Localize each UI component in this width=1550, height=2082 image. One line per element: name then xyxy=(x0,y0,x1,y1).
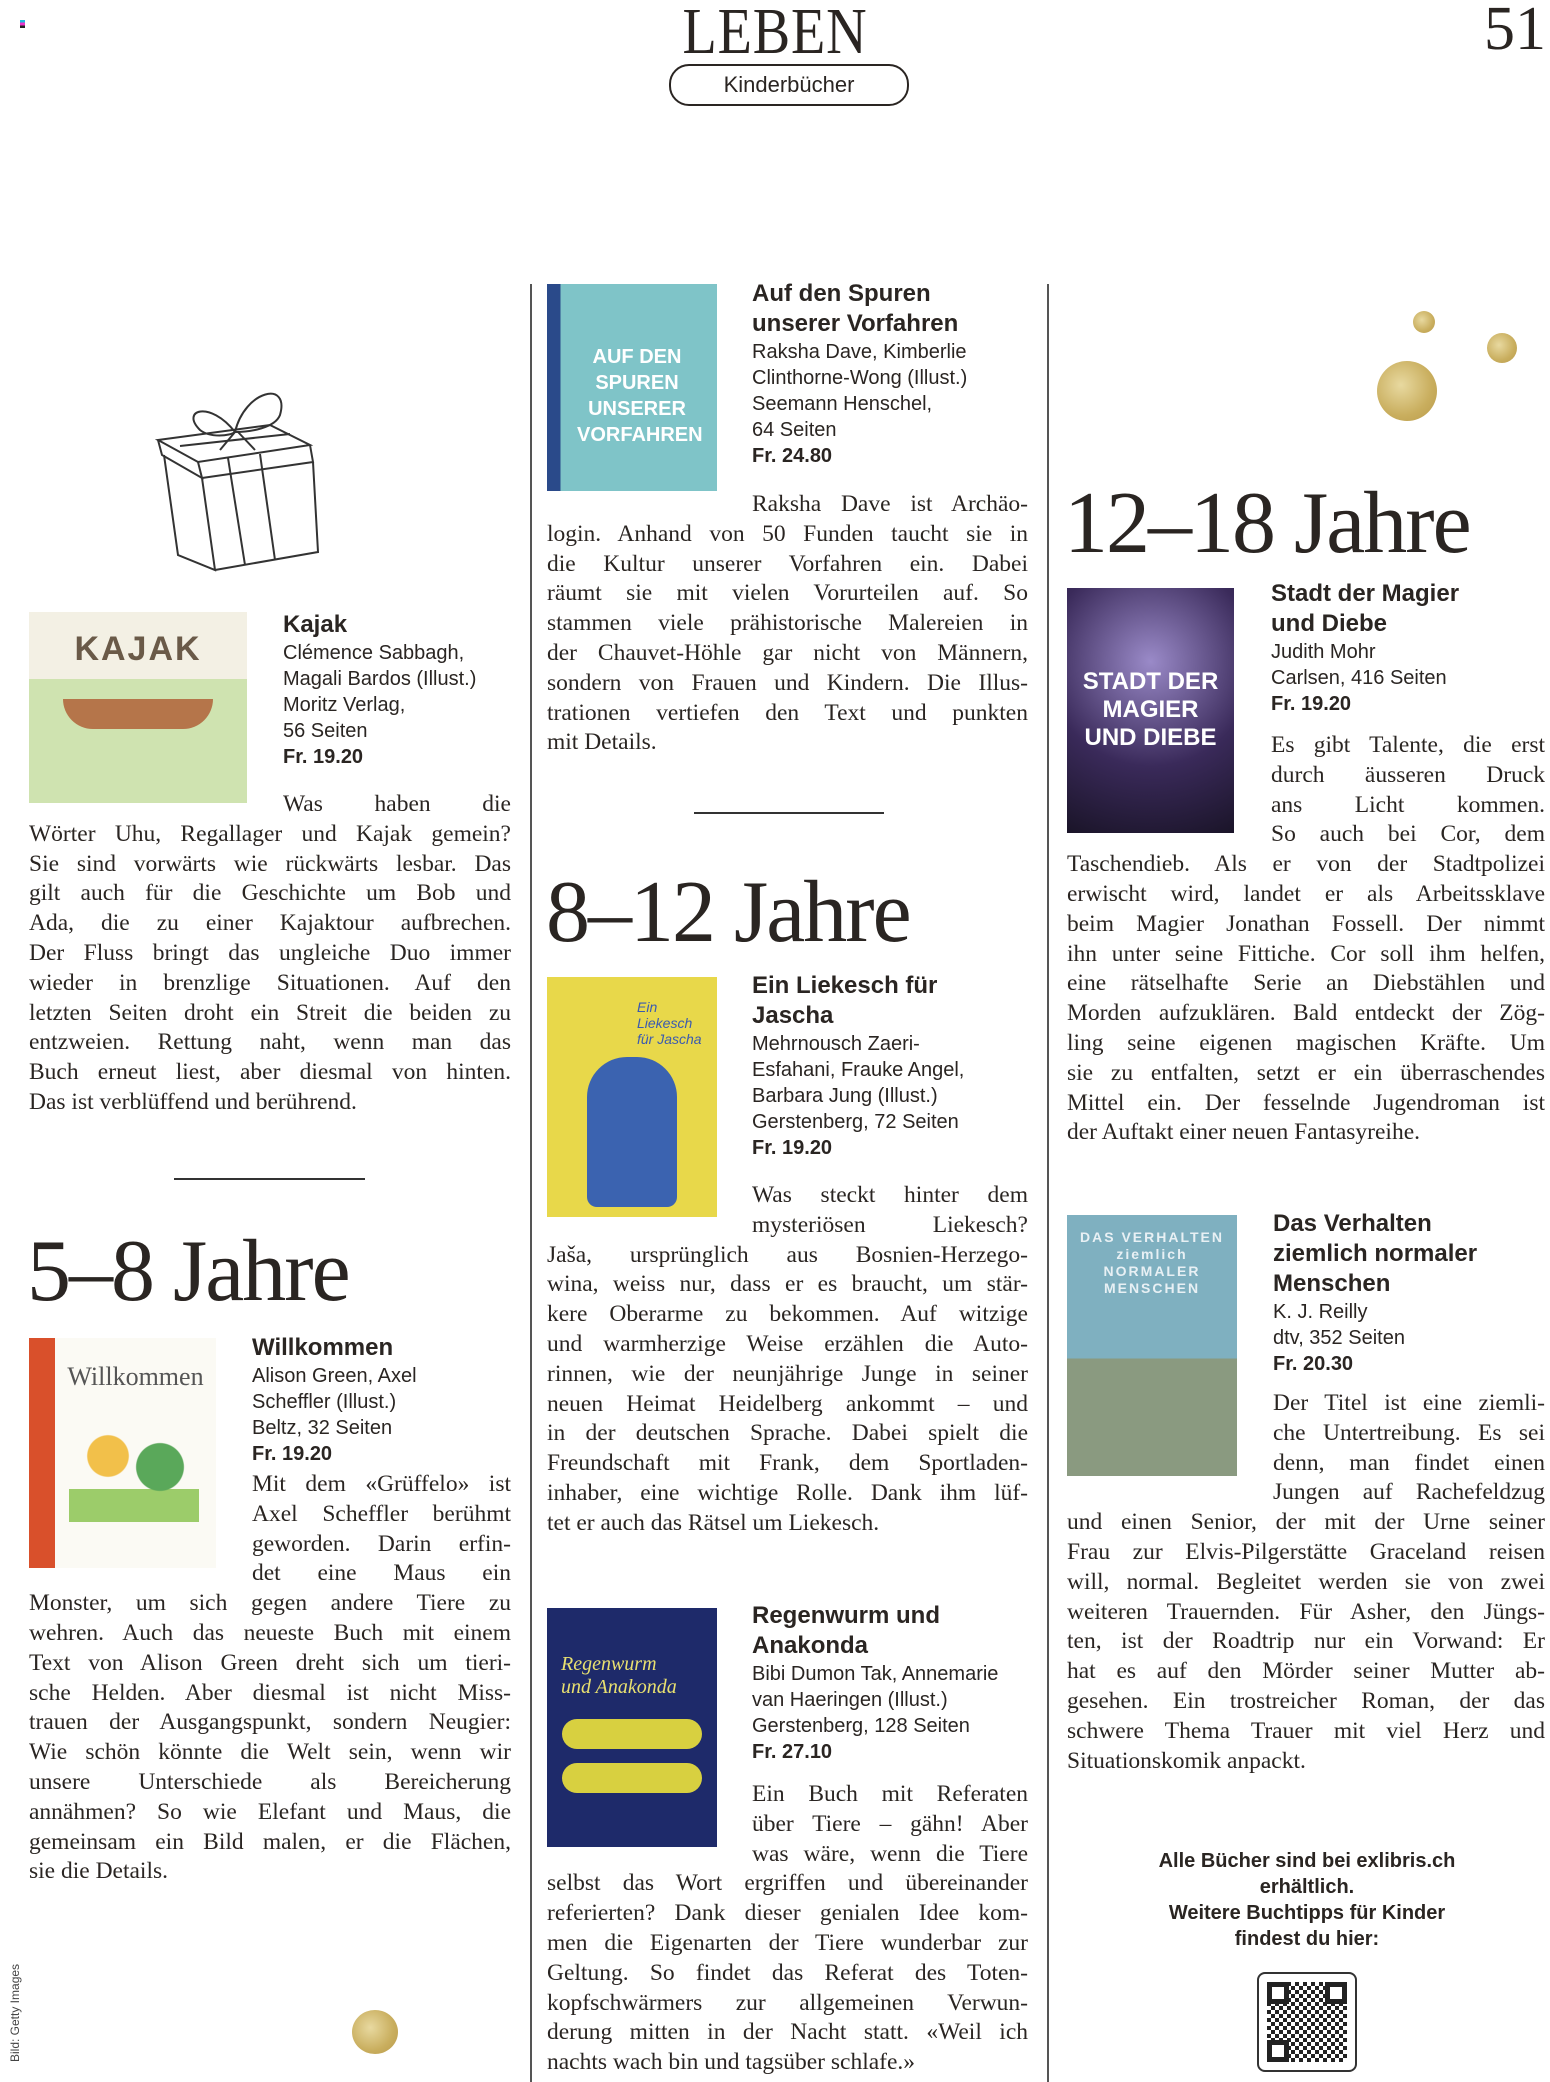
text-line: Esfahani, Frauke Angel, xyxy=(752,1059,965,1081)
text-line: Sie sind vorwärts wie rückwärts lesbar. Das xyxy=(29,850,511,877)
text-line: Das Verhalten xyxy=(1273,1210,1432,1237)
text-line: und einen Senior, der mit der Urne seiner xyxy=(1067,1509,1545,1536)
text-line: Menschen xyxy=(1273,1270,1391,1297)
text-line: Ein Buch mit Referaten xyxy=(752,1781,1028,1807)
text-line: che Untertreibung. Es sei xyxy=(1273,1419,1545,1446)
book-title xyxy=(283,610,347,640)
book-meta xyxy=(752,339,967,469)
text-line: Jungen auf Rachefeldzug xyxy=(1273,1479,1545,1506)
text-line: Fr. 19.20 xyxy=(283,746,364,768)
text-line: Raksha Dave, Kimberlie xyxy=(752,341,967,363)
text-line: det eine Maus ein xyxy=(252,1560,511,1587)
book-meta xyxy=(1273,1299,1405,1377)
text-line: Raksha Dave ist Archäo- xyxy=(752,491,1028,517)
text-line: Moritz Verlag, xyxy=(283,694,406,716)
column-divider xyxy=(1047,284,1049,2082)
text-line: Text von Alison Green dreht sich um tieri- xyxy=(29,1649,511,1676)
text-line: sondern von Frauen und Kindern. Die Illus- xyxy=(547,669,1028,696)
text-line: über Tiere – gähn! Aber xyxy=(752,1810,1028,1837)
text-line: weiteren Trauernden. Für Asher, den Jüngs- xyxy=(1067,1598,1545,1625)
text-line: die Kultur unserer Vorfahren ein. Dabei xyxy=(547,550,1028,577)
text-line: K. J. Reilly xyxy=(1273,1301,1368,1323)
text-line: trationen vertiefen den Text und punkten xyxy=(547,699,1028,726)
text-line: derung mitten in der Nacht statt. «Weil ich xyxy=(547,2019,1028,2046)
text-line: Fr. 20.30 xyxy=(1273,1353,1354,1375)
text-line: stammen viele prähistorische Malereien in xyxy=(547,610,1028,637)
book-review xyxy=(547,1780,1028,2078)
text-line: Buch erneut liest, aber diesmal von hinten. xyxy=(29,1059,511,1086)
text-line: der Chauvet-Höhle gar nicht von Männern, xyxy=(547,639,1028,666)
text-line: Alle Bücher sind bei exlibris.ch xyxy=(1158,1850,1456,1872)
text-line: eine rätselhafte Serie an Diebstählen und xyxy=(1067,970,1545,997)
book-meta xyxy=(283,640,476,770)
book-title xyxy=(752,971,937,1031)
text-line: erwischt wird, landet er als Arbeitssklave xyxy=(1067,880,1545,907)
text-line: Was steckt hinter dem xyxy=(752,1182,1028,1208)
text-line: 56 Seiten xyxy=(283,720,368,742)
text-line: Auf den Spuren xyxy=(752,280,931,307)
print-marks xyxy=(20,20,25,28)
text-line: Freundschaft mit Frank, dem Sportladen- xyxy=(547,1450,1028,1477)
book-review xyxy=(1067,1389,1545,1776)
text-line: Fr. 19.20 xyxy=(252,1443,333,1465)
text-line: Regenwurm und xyxy=(752,1602,941,1629)
text-line: räumt sie mit vielen Vorurteilen auf. So xyxy=(547,580,1028,607)
text-line: schwere Thema Trauer mit viel Herz und xyxy=(1067,1717,1545,1744)
book-meta xyxy=(1271,639,1447,717)
text-line: van Haeringen (Illust.) xyxy=(752,1689,948,1711)
section-title: LEBEN xyxy=(682,0,868,68)
text-line: und Diebe xyxy=(1271,610,1388,637)
text-line: selbst das Wort ergriffen und übereinander xyxy=(547,1870,1028,1897)
text-line: Mittel ein. Der fesselnde Jugendroman ist xyxy=(1067,1089,1545,1116)
age-heading-8-12: 8–12 Jahre xyxy=(546,864,910,961)
text-line: wieder in brenzlige Situationen. Auf den xyxy=(29,969,511,996)
book-cover-auf-den-spuren xyxy=(547,284,717,491)
text-line: Scheffler (Illust.) xyxy=(252,1391,397,1413)
footer-note xyxy=(1090,1848,1524,1952)
cover-title: DAS VERHALTEN ziemlich NORMALER MENSCHEN xyxy=(1080,1229,1224,1296)
text-line: Das ist verblüffend und berührend. xyxy=(29,1088,357,1115)
text-line: letzten Seiten droht ein Streit die beiden zu xyxy=(29,999,511,1026)
book-cover-kajak xyxy=(29,612,247,803)
text-line: Weitere Buchtipps für Kinder xyxy=(1168,1902,1446,1924)
book-review xyxy=(29,1470,511,1887)
text-line: in der deutschen Sprache. Dabei spielt die xyxy=(547,1420,1028,1447)
text-line: annähmen? So wie Elefant und Maus, die xyxy=(29,1798,511,1825)
text-line: Ein Liekesch für xyxy=(752,972,938,999)
book-title xyxy=(1273,1209,1477,1299)
text-line: gemeinsam ein Bild malen, er die Flächen, xyxy=(29,1828,511,1855)
text-line: Beltz, 32 Seiten xyxy=(252,1417,393,1439)
photo-credit: Bild: Getty Images xyxy=(8,1963,22,2062)
text-line: trauen der Ausgangspunkt, sondern Neugier: xyxy=(29,1709,511,1736)
text-line: neuen Heimat Heidelberg ankommt – und xyxy=(547,1390,1028,1417)
text-line: So auch bei Cor, dem xyxy=(1271,821,1545,848)
text-line: erhältlich. xyxy=(1259,1876,1355,1898)
cover-title: AUF DEN SPUREN UNSERER VORFAHREN xyxy=(577,346,703,446)
text-line: sie zu entfalten, setzt er ein überraschendes xyxy=(1067,1059,1545,1086)
text-line: durch äusseren Druck xyxy=(1271,761,1545,788)
text-line: men die Eigenarten der Tiere wunderbar zur xyxy=(547,1929,1028,1956)
text-line: Wie schön könnte die Welt sein, wenn wir xyxy=(29,1739,511,1766)
text-line: gilt auch für die Geschichte um Bob und xyxy=(29,880,511,907)
text-line: Clémence Sabbagh, xyxy=(283,642,465,664)
text-line: Fr. 19.20 xyxy=(1271,693,1352,715)
text-line: 64 Seiten xyxy=(752,419,837,441)
text-line: dtv, 352 Seiten xyxy=(1273,1327,1405,1349)
section-divider xyxy=(694,812,884,814)
section-divider xyxy=(174,1178,365,1180)
text-line: Alison Green, Axel xyxy=(252,1365,417,1387)
text-line: Anakonda xyxy=(752,1632,869,1659)
text-line: Frau zur Elvis-Pilgerstätte Graceland reisen xyxy=(1067,1538,1545,1565)
text-line: Jaša, ursprünglich aus Bosnien-Herzego- xyxy=(547,1241,1028,1268)
text-line: Morden aufzuklären. Bald entdeckt der Zög- xyxy=(1067,1000,1545,1027)
book-meta xyxy=(752,1661,998,1765)
text-line: sche Helden. Aber diesmal ist nicht Miss- xyxy=(29,1679,511,1706)
gold-dot xyxy=(1487,333,1517,363)
text-line: rinnen, wie der neunjährige Junge in seiner xyxy=(547,1360,1028,1387)
text-line: Jascha xyxy=(752,1002,834,1029)
text-line: Mehrnousch Zaeri- xyxy=(752,1033,920,1055)
book-title xyxy=(752,279,958,339)
cover-title: Ein Liekesch für Jascha xyxy=(637,999,702,1047)
text-line: Willkommen xyxy=(252,1334,394,1361)
text-line: findest du hier: xyxy=(1234,1928,1380,1950)
text-line: Carlsen, 416 Seiten xyxy=(1271,667,1447,689)
gold-dot xyxy=(1413,311,1435,333)
cover-title: STADT DER MAGIER UND DIEBE xyxy=(1082,668,1219,751)
text-line: Der Fluss bringt das ungleiche Duo immer xyxy=(29,939,511,966)
text-line: mysteriösen Liekesch? xyxy=(752,1211,1028,1238)
qr-code-icon[interactable] xyxy=(1257,1972,1357,2072)
text-line: Wörter Uhu, Regallager und Kajak gemein? xyxy=(29,820,511,847)
book-meta xyxy=(252,1363,417,1467)
text-line: Monster, um sich gegen andere Tiere zu xyxy=(29,1590,511,1617)
text-line: Ada, die zu einer Kajaktour aufbrechen. xyxy=(29,910,511,937)
text-line: Was haben die xyxy=(283,791,511,817)
text-line: ziemlich normaler xyxy=(1273,1240,1478,1267)
text-line: Gerstenberg, 72 Seiten xyxy=(752,1111,959,1133)
age-heading-12-18: 12–18 Jahre xyxy=(1064,475,1470,572)
text-line: was wäre, wenn die Tiere xyxy=(752,1840,1028,1867)
text-line: entzweien. Rettung naht, wenn man das xyxy=(29,1029,511,1056)
text-line: Mit dem «Grüffelo» ist xyxy=(252,1471,511,1497)
text-line: Fr. 19.20 xyxy=(752,1137,833,1159)
text-line: kopfschwärmers zur allgemeinen Verwun- xyxy=(547,1989,1028,2016)
text-line: sie die Details. xyxy=(29,1858,169,1885)
cover-title: Regenwurm und Anakonda xyxy=(561,1653,677,1698)
gift-box-icon xyxy=(150,370,342,575)
text-line: mit Details. xyxy=(547,729,657,756)
text-line: Axel Scheffler berühmt xyxy=(252,1500,511,1527)
book-title xyxy=(252,1333,393,1363)
text-line: Der Titel ist eine ziemli- xyxy=(1273,1390,1545,1416)
text-line: ten, ist der Roadtrip nur ein Vorwand: Er xyxy=(1067,1628,1545,1655)
text-line: Gerstenberg, 128 Seiten xyxy=(752,1715,970,1737)
text-line: will, normal. Begleitet werden sie von zwei xyxy=(1067,1568,1545,1595)
text-line: ans Licht kommen. xyxy=(1271,791,1545,818)
book-meta xyxy=(752,1031,964,1161)
book-title xyxy=(1271,579,1459,639)
text-line: nachts wach bin und tagsüber schlafe.» xyxy=(547,2049,916,2076)
text-line: login. Anhand von 50 Funden taucht sie in xyxy=(547,520,1028,547)
text-line: referierten? Dank dieser genialen Idee kom- xyxy=(547,1900,1028,1927)
text-line: Bibi Dumon Tak, Annemarie xyxy=(752,1663,999,1685)
book-review xyxy=(547,490,1028,758)
text-line: Geltung. So findet das Referat des Toten- xyxy=(547,1959,1028,1986)
book-review xyxy=(1067,731,1545,1148)
text-line: beim Magier Jonathan Fossell. Der nimmt xyxy=(1067,910,1545,937)
text-line: Seemann Henschel, xyxy=(752,393,933,415)
text-line: Es gibt Talente, die erst xyxy=(1271,732,1545,758)
text-line: Clinthorne-Wong (Illust.) xyxy=(752,367,968,389)
text-line: wina, weiss nur, dass er es braucht, um stär- xyxy=(547,1271,1028,1298)
text-line: kere Oberarme zu bekommen. Auf witzige xyxy=(547,1301,1028,1328)
text-line: Kajak xyxy=(283,611,348,638)
age-heading-5-8: 5–8 Jahre xyxy=(27,1223,349,1320)
book-review xyxy=(547,1181,1028,1539)
text-line: Taschendieb. Als er von der Stadtpolizei xyxy=(1067,851,1545,878)
text-line: wehren. Auch das neueste Buch mit einem xyxy=(29,1619,511,1646)
book-review xyxy=(29,790,511,1118)
text-line: Magali Bardos (Illust.) xyxy=(283,668,477,690)
text-line: geworden. Darin erfin- xyxy=(252,1530,511,1557)
text-line: denn, man findet einen xyxy=(1273,1449,1545,1476)
text-line: Barbara Jung (Illust.) xyxy=(752,1085,938,1107)
text-line: der Auftakt einer neuen Fantasyreihe. xyxy=(1067,1119,1421,1146)
gold-dot xyxy=(1377,361,1437,421)
book-title xyxy=(752,1601,940,1661)
text-line: Situationskomik anpackt. xyxy=(1067,1747,1306,1774)
text-line: und warmherzige Weise erzählen die Auto- xyxy=(547,1330,1028,1357)
column-divider xyxy=(530,284,532,2082)
section-tag: Kinderbücher xyxy=(669,64,909,106)
gold-dot xyxy=(352,2010,398,2054)
text-line: gesehen. Ein trostreicher Roman, der das xyxy=(1067,1687,1545,1714)
cover-title: Willkommen xyxy=(67,1362,204,1391)
text-line: ihn unter seine Fittiche. Cor soll ihm helfen, xyxy=(1067,940,1545,967)
text-line: Judith Mohr xyxy=(1271,641,1376,663)
text-line: unsere Unterschiede als Bereicherung xyxy=(29,1768,511,1795)
text-line: Stadt der Magier xyxy=(1271,580,1460,607)
text-line: inhaber, eine wichtige Rolle. Dank ihm lüf- xyxy=(547,1479,1028,1506)
cover-title: KAJAK xyxy=(74,630,202,668)
text-line: Fr. 27.10 xyxy=(752,1741,833,1763)
text-line: hat es auf den Mörder seiner Mutter ab- xyxy=(1067,1658,1545,1685)
text-line: tet er auch das Rätsel um Liekesch. xyxy=(547,1509,880,1536)
text-line: ling seine eigenen magischen Kräfte. Um xyxy=(1067,1029,1545,1056)
page-number: 51 xyxy=(1484,0,1546,63)
text-line: Fr. 24.80 xyxy=(752,445,833,467)
text-line: unserer Vorfahren xyxy=(752,310,959,337)
